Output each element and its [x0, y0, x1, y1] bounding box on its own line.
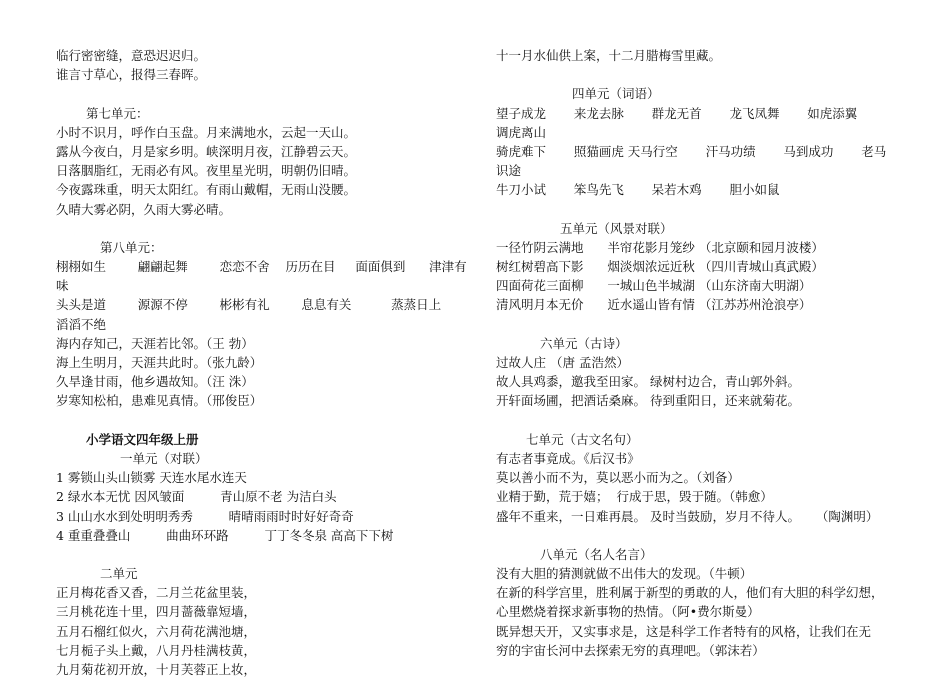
text-line: 在新的科学宫里，胜利属于新型的勇敢的人，他们有大胆的科学幻想，	[496, 585, 884, 601]
text-line: 正月梅花香又香，二月兰花盆里装，	[56, 585, 257, 601]
text-line: 既异想天开，又实事求是，这是科学工作者特有的风格，让我们在无	[496, 623, 872, 639]
text-line: 识途	[496, 163, 522, 179]
text-line: 露从今夜白，月是家乡明。峡深明月夜，江静碧云天。	[56, 143, 357, 159]
text-line: 有志者事竟成。《后汉书》	[496, 450, 640, 466]
text-line: 故人具鸡黍，邀我至田家。 绿树村边合，青山郭外斜。	[496, 374, 800, 390]
text-line: 四面荷花三面柳 一城山色半城湖 （山东济南大明湖）	[496, 278, 812, 294]
text-line: 过故人庄 （唐 孟浩然）	[496, 355, 629, 370]
unit2-heading: 二单元	[100, 566, 138, 582]
text-line: 望子成龙 来龙去脉 群龙无首 龙飞凤舞 如虎添翼	[496, 105, 858, 121]
text-line: 调虎离山	[496, 124, 547, 140]
spacer	[496, 526, 916, 545]
text-line: 1 雾锁山头山锁雾 天连水尾水连天	[56, 470, 247, 486]
text-line: 小时不识月，呼作白玉盘。月来满地水，云起一天山。	[56, 124, 357, 140]
unit1-heading: 一单元（对联）	[120, 450, 208, 466]
spacer	[496, 411, 916, 430]
text-line: 穷的宇宙长河中去探索无穷的真理吧。（郭沫若）	[496, 642, 765, 658]
text-line: 海内存知己，天涯若比邻。（王 勃）	[56, 335, 254, 351]
text-line: 七月栀子头上戴，八月丹桂满枝黄，	[56, 642, 257, 658]
unit8-heading: 第八单元：	[100, 239, 163, 255]
grade-title: 小学语文四年级上册	[86, 431, 199, 447]
spacer	[56, 84, 478, 103]
spacer	[496, 200, 916, 219]
text-line: 2 绿水本无忧 因风皱面 青山原不老 为洁白头	[56, 489, 337, 505]
text-line: 莫以善小而不为，莫以恶小而为之。（刘备）	[496, 470, 740, 486]
text-line: 盛年不重来，一日难再晨。 及时当鼓励，岁月不待人。 （陶渊明）	[496, 508, 879, 524]
spacer	[56, 545, 478, 564]
unit6-heading: 六单元（古诗）	[540, 335, 628, 351]
unit4-heading: 四单元（词语）	[572, 86, 660, 102]
text-line: 味	[56, 278, 69, 294]
text-line: 清风明月本无价 近水遥山皆有情 （江苏苏州沧浪亭）	[496, 297, 812, 313]
left-column	[56, 46, 478, 679]
unit5-heading: 五单元（风景对联）	[560, 220, 673, 236]
text-line: 4 重重叠叠山 曲曲环环路 丁丁冬冬泉 高高下下树	[56, 527, 394, 543]
text-line: 头头是道 源源不停 彬彬有礼 息息有关 蒸蒸日上	[56, 297, 442, 313]
text-line: 心里燃烧着探求新事物的热情。（阿•费尔斯曼）	[496, 604, 760, 620]
text-line: 骑虎难下 照猫画虎 天马行空 汗马功绩 马到成功 老马	[496, 143, 887, 159]
text-line: 三月桃花连十里，四月蔷薇靠短墙，	[56, 604, 257, 620]
unit7-heading: 第七单元：	[86, 105, 149, 121]
unit8-heading: 八单元（名人名言）	[540, 546, 653, 562]
text-line: 久晴大雾必阴，久雨大雾必晴。	[56, 201, 232, 217]
text-line: 久旱逢甘雨，他乡遇故知。（汪 洙）	[56, 374, 254, 390]
text-line: 一径竹阴云满地 半帘花影月笼纱 （北京颐和园月波楼）	[496, 239, 824, 255]
text-line: 十一月水仙供上案，十二月腊梅雪里藏。	[496, 48, 722, 63]
text-line: 临行密密缝，意恐迟迟归。	[56, 48, 207, 63]
text-line: 岁寒知松柏，患难见真情。（邢俊臣）	[56, 393, 263, 409]
text-line: 日落胭脂红，无雨必有风。夜里星光明，明朝仍旧晴。	[56, 163, 357, 179]
spacer	[496, 315, 916, 334]
text-line: 九月菊花初开放，十月芙蓉正上妆，	[56, 662, 257, 677]
text-line: 业精于勤，荒于嬉； 行成于思，毁于随。（韩愈）	[496, 489, 773, 505]
spacer	[56, 219, 478, 238]
text-line: 树红树碧高下影 烟淡烟浓远近秋 （四川青城山真武殿）	[496, 259, 824, 275]
text-line: 谁言寸草心，报得三春晖。	[56, 67, 207, 83]
text-line: 五月石榴红似火，六月荷花满池塘，	[56, 623, 257, 639]
spacer	[496, 65, 916, 84]
text-line: 3 山山水水到处明明秀秀 晴晴雨雨时时好好奇奇	[56, 508, 354, 524]
text-line: 没有大胆的猜测就做不出伟大的发现。（牛顿）	[496, 566, 753, 582]
text-line: 今夜露珠重，明天太阳红。有雨山戴帽，无雨山没腰。	[56, 182, 357, 198]
text-line: 海上生明月，天涯共此时。（张九龄）	[56, 355, 263, 370]
spacer	[56, 411, 478, 430]
text-line: 开轩面场圃，把酒话桑麻。 待到重阳日，还来就菊花。	[496, 393, 800, 409]
right-column	[496, 46, 916, 660]
text-line: 滔滔不绝	[56, 316, 107, 332]
text-line: 牛刀小试 笨鸟先飞 呆若木鸡 胆小如鼠	[496, 182, 780, 198]
text-line: 栩栩如生 翩翩起舞 恋恋不舍 历历在目 面面俱到 津津有	[56, 259, 467, 275]
unit7-heading: 七单元（古文名句）	[526, 431, 639, 447]
